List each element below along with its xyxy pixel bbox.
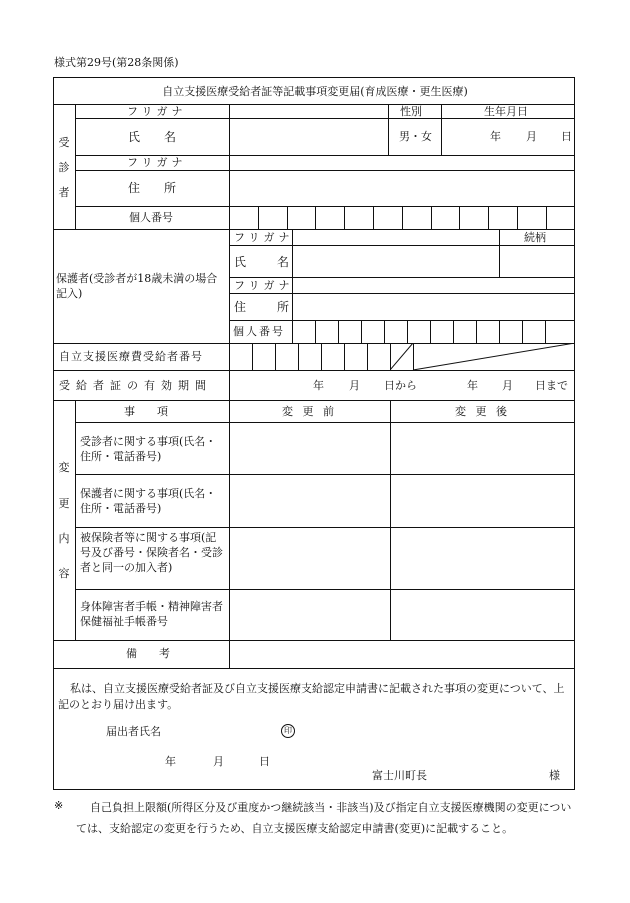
validity-start-year: 年 [313, 379, 324, 392]
signer-name-field[interactable] [170, 720, 278, 738]
note-text: 自己負担上限額(所得区分及び重度かつ継続該当・非該当)及び指定自立支援医療機関の変更については、支給認定の変更を行うため、自立支援医療支給認定申請書(変更)に記載すること。 [76, 801, 572, 835]
change-before-field[interactable] [230, 475, 390, 527]
relation-label: 続柄 [524, 231, 546, 244]
guardian-name-field[interactable] [293, 246, 499, 277]
change-after-field[interactable] [391, 423, 575, 474]
patient-furigana-label: フリガナ [127, 105, 187, 118]
patient-address-furigana-field[interactable] [230, 156, 575, 170]
declaration-text: 私は、自立支援医療受給者証及び自立支援医療支給認定申請書に記載された事項の変更について、上記のとおり届け出ます。 [58, 682, 565, 711]
honorific: 様 [549, 769, 560, 782]
change-item-guardian: 保護者に関する事項(氏名・住所・電話番号) [80, 487, 217, 515]
change-after-field[interactable] [391, 590, 575, 640]
patient-section-char-3: 者 [58, 186, 70, 199]
note-mark: ※ [54, 799, 64, 812]
diagonal-stroke [390, 343, 575, 370]
change-item-handbook: 身体障害者手帳・精神障害者保健福祉手帳番号 [80, 600, 223, 628]
patient-id-label: 個人番号 [129, 211, 173, 224]
guardian-label: 保護者(受診者が18歳未満の場合記入) [56, 272, 218, 300]
guardian-address-char-1: 住 [234, 300, 247, 314]
patient-name-label: 氏 名 [128, 130, 177, 144]
signer-label: 届出者氏名 [106, 725, 161, 738]
change-item-insurance: 被保険者等に関する事項(記号及び番号・保険者名・受診者と同一の加入者) [80, 531, 223, 574]
validity-end-year: 年 [467, 379, 478, 392]
dob-label: 生年月日 [484, 105, 528, 118]
remarks-field[interactable] [230, 641, 575, 668]
dob-day: 日 [561, 130, 572, 143]
validity-start-day: 日から [384, 379, 417, 392]
change-after-field[interactable] [391, 528, 575, 589]
guardian-furigana-field[interactable] [293, 230, 499, 245]
form-title: 自立支援医療受給者証等記載事項変更届(育成医療・更生医療) [162, 85, 468, 98]
column-header-after: 変 更 後 [455, 405, 510, 418]
change-after-field[interactable] [391, 475, 575, 527]
guardian-name-char-2: 名 [277, 255, 290, 269]
column-header-item: 事 項 [124, 405, 168, 418]
guardian-id-label: 個人番号 [233, 325, 285, 338]
recipient-number-field[interactable] [230, 344, 390, 370]
guardian-furigana2-label: フリガナ [234, 279, 294, 292]
validity-start-month: 月 [349, 379, 360, 392]
change-item-patient: 受診者に関する事項(氏名・住所・電話番号) [80, 435, 217, 463]
guardian-address-char-2: 所 [277, 300, 290, 314]
patient-furigana-field[interactable] [230, 105, 388, 118]
declaration-month: 月 [213, 755, 224, 768]
validity-label: 受給者証の有効期間 [59, 379, 212, 392]
change-before-field[interactable] [230, 528, 390, 589]
changes-section-char-2: 更 [58, 497, 70, 510]
change-before-field[interactable] [230, 423, 390, 474]
remarks-label: 備 考 [126, 647, 170, 660]
patient-address-label: 住 所 [128, 181, 177, 195]
dob-month: 月 [526, 130, 537, 143]
validity-end-day: 日まで [535, 379, 568, 392]
patient-id-field[interactable] [230, 207, 575, 229]
column-header-before: 変 更 前 [282, 405, 337, 418]
patient-section-char-2: 診 [58, 161, 70, 174]
gender-label: 性別 [400, 105, 422, 118]
guardian-address-field[interactable] [293, 294, 575, 320]
guardian-name-char-1: 氏 [234, 255, 247, 269]
patient-name-field[interactable] [230, 119, 388, 155]
recipient-number-label: 自立支援医療費受給者番号 [59, 350, 203, 363]
dob-year: 年 [490, 130, 501, 143]
changes-section-char-3: 内 [58, 532, 70, 545]
guardian-address-furigana-field[interactable] [293, 278, 575, 293]
patient-furigana2-label: フリガナ [127, 156, 187, 169]
gender-value[interactable]: 男・女 [399, 130, 432, 143]
form-number: 様式第29号(第28条関係) [54, 56, 179, 69]
seal-mark: 印 [281, 724, 295, 738]
declaration-day: 日 [259, 755, 270, 768]
guardian-id-field[interactable] [293, 321, 575, 343]
guardian-furigana-label: フリガナ [234, 231, 294, 244]
declaration-year: 年 [165, 755, 176, 768]
patient-section-char-1: 受 [58, 136, 70, 149]
changes-section-char-4: 容 [58, 567, 70, 580]
patient-address-field[interactable] [230, 171, 575, 206]
relation-field[interactable] [500, 246, 575, 277]
validity-end-month: 月 [502, 379, 513, 392]
changes-section-char-1: 変 [58, 461, 70, 474]
change-before-field[interactable] [230, 590, 390, 640]
mayor-label: 富士川町長 [372, 769, 427, 782]
